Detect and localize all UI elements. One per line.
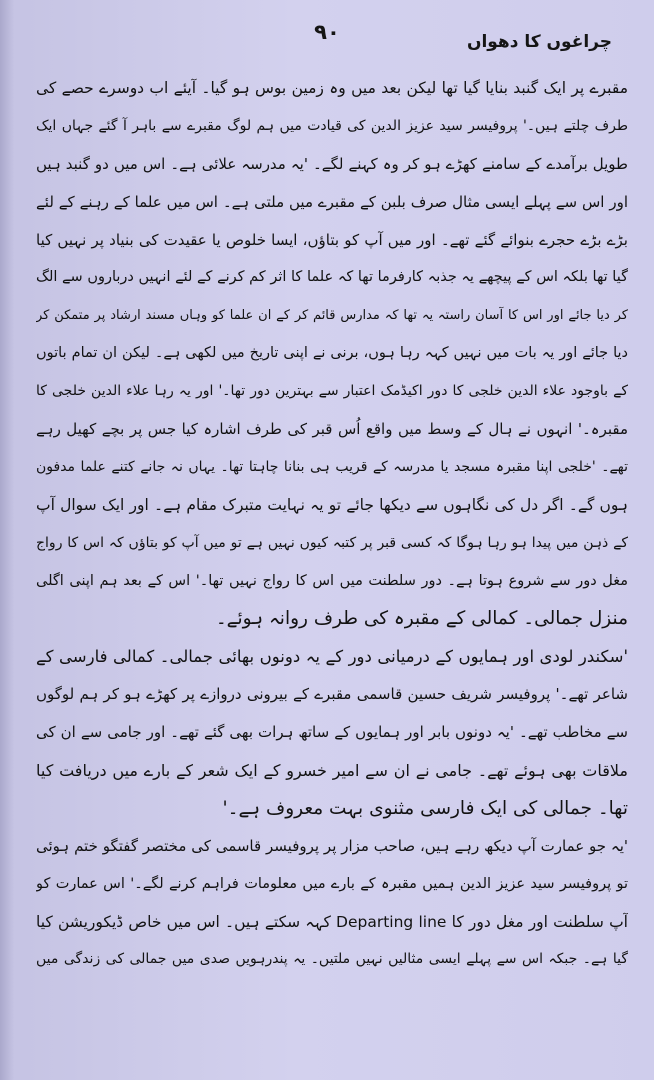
text-line: کے باوجود علاء الدین خلجی کا دور اکیڈمک اعتبار سے بہترین دور تھا۔' اور یہ رہا علاء الدین خلجی کا <box>36 383 628 400</box>
body-text <box>36 70 628 979</box>
text-line: دیا جائے اور یہ بات میں نہیں کہہ رہا ہوں، برنی نے اپنی تاریخ میں لکھی ہے۔ لیکن ان تمام باتوں <box>36 345 628 362</box>
text-line: مقبرہ۔' انہوں نے ہال کے وسط میں واقع اُس قبر کی طرف اشارہ کیا جس پر بچے کھیل رہے <box>36 420 628 439</box>
text-line: آپ سلطنت اور مغل دور کا Departing line کہہ سکتے ہیں۔ اس میں خاص ڈیکوریشن کیا <box>36 912 628 931</box>
text-line: سے مخاطب تھے۔ 'یہ دونوں بابر اور ہمایوں کے ساتھ ہرات بھی گئے تھے۔ اور جامی سے ان کی <box>36 723 628 742</box>
text-line: طرف چلتے ہیں۔' پروفیسر سید عزیز الدین کی قیادت میں ہم لوگ مقبرے سے باہر آ گئے جہاں ایک <box>36 117 628 134</box>
text-line: تھے۔ 'خلجی اپنا مقبرہ مسجد یا مدرسہ کے قریب ہی بنانا چاہتا تھا۔ یہاں نہ جانے کتنے علما مدفون <box>36 458 628 475</box>
text-line: طویل برآمدے کے سامنے کھڑے ہو کر وہ کہنے لگے۔ 'یہ مدرسہ علائی ہے۔ اس میں دو گنبد ہیں <box>36 154 628 173</box>
text-line: بڑے بڑے حجرے بنوائے گئے تھے۔ اور میں آپ کو بتاؤں، ایسا خلوص یا عقیدت کی بنیاد پر نہیں کیا <box>36 230 628 249</box>
text-line: اور اس سے پہلے ایسی مثال صرف بلبن کے مقبرے میں ملتی ہے۔ اس میں علما کے رہنے کے لئے <box>36 192 628 211</box>
text-line: گیا تھا بلکہ اس کے پیچھے یہ جذبہ کارفرما تھا کہ علما کا اثر کم کرنے کے لئے انہیں درباروں سے الگ <box>36 269 628 286</box>
text-line: ملاقات بھی ہوئے تھے۔ جامی نے ان سے امیر خسرو کے ایک شعر کے بارے میں دریافت کیا <box>36 761 628 781</box>
text-line: کر دیا جائے اور اس کا آسان راستہ یہ تھا کہ مدارس قائم کر کے ان علما کو وہاں مسند ارشاد پر متمکن کر <box>36 308 628 324</box>
text-line: 'یہ جو عمارت آپ دیکھ رہے ہیں، صاحب مزار پر پروفیسر قاسمی کی مختصر گفتگو ختم ہوئی <box>36 836 628 855</box>
text-line: مقبرے پر ایک گنبد بنایا گیا تھا لیکن بعد میں وہ زمین بوس ہو گیا۔ آیئے اب دوسرے حصے کی <box>36 79 628 97</box>
text-line: منزل جمالی۔ کمالی کے مقبرہ کی طرف روانہ ہوئے۔ <box>215 608 628 630</box>
text-line: 'سکندر لودی اور ہمایوں کے درمیانی دور کے یہ دونوں بھائی جمالی۔ کمالی فارسی کے <box>36 647 628 667</box>
page-edge-shadow <box>0 0 14 1080</box>
running-head: چراغوں کا دھواں <box>466 32 612 52</box>
text-line: مغل دور سے شروع ہوتا ہے۔ دور سلطنت میں اس کا رواج نہیں تھا۔' اس کے بعد ہم اپنی اگلی <box>36 572 628 589</box>
text-line: تھا۔ جمالی کی ایک فارسی مثنوی بہت معروف ہے۔' <box>222 797 628 819</box>
page-number: ۹۰ <box>314 20 340 44</box>
text-line: تو پروفیسر سید عزیز الدین ہمیں مقبرہ کے بارے میں معلومات فراہم کرنے لگے۔' اس عمارت کو <box>36 875 628 892</box>
text-line: گیا ہے۔ جبکہ اس سے پہلے ایسی مثالیں نہیں ملتیں۔ یہ پندرہویں صدی میں جمالی کی زندگی میں <box>36 951 628 968</box>
text-line: شاعر تھے۔' پروفیسر شریف حسین قاسمی مقبرے کے بیرونی دروازے پر کھڑے ہو کر ہم لوگوں <box>36 685 628 704</box>
text-line: کے ذہن میں پیدا ہو رہا ہوگا کہ کسی قبر پر کتبہ کیوں نہیں ہے تو میں آپ کو بتاؤں کہ اس کا رواج <box>36 534 628 551</box>
text-line: ہوں گے۔ اگر دل کی نگاہوں سے دیکھا جائے تو یہ نہایت متبرک مقام ہے۔ اور ایک سوال آپ <box>36 495 628 514</box>
